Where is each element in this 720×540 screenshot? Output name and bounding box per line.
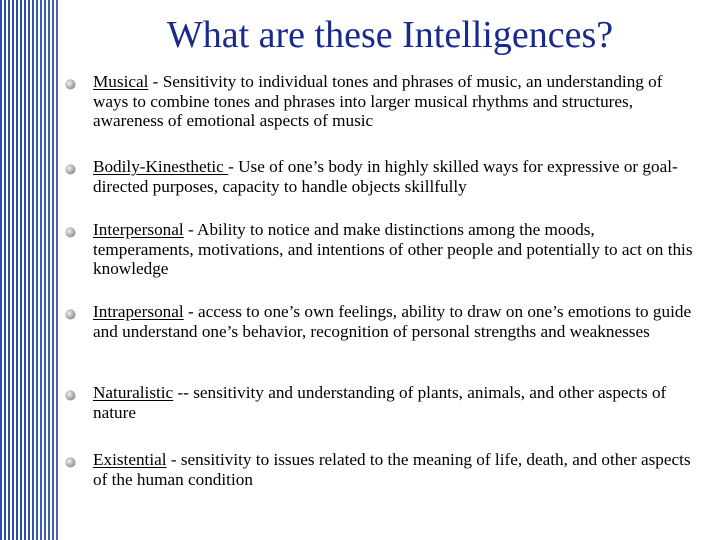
term-label: Intrapersonal bbox=[93, 302, 184, 321]
bullet-icon bbox=[66, 80, 75, 89]
list-item-text bbox=[93, 157, 693, 196]
term-description: - sensitivity to issues related to the meaning of life, death, and other aspects of the human condition bbox=[93, 450, 691, 489]
bullet-icon bbox=[66, 391, 75, 400]
term-description: - Sensitivity to individual tones and phrases of music, an understanding of ways to combine tones and phrases into larger musical rhythms and structures, awareness of emotional aspects of music bbox=[93, 72, 663, 130]
bullet-icon bbox=[66, 228, 75, 237]
term-label: Naturalistic bbox=[93, 383, 174, 402]
list-item-text bbox=[93, 450, 693, 489]
bullet-icon bbox=[66, 310, 75, 319]
term-label: Existential bbox=[93, 450, 167, 469]
list-item-text bbox=[93, 72, 693, 131]
slide-title: What are these Intelligences? bbox=[166, 14, 614, 56]
bullet-icon bbox=[66, 458, 75, 467]
term-description: - access to one’s own feelings, ability to draw on one’s emotions to guide and understand one’s behavior, recognition of personal strengths and weaknesses bbox=[93, 302, 692, 341]
term-label: Musical bbox=[93, 72, 149, 91]
list-item-text bbox=[93, 302, 693, 341]
term-description: - Use of one’s body in highly skilled ways for expressive or goal-directed purposes, capacity to handle objects skillfully bbox=[93, 157, 678, 196]
term-label: Interpersonal bbox=[93, 220, 184, 239]
term-description: -- sensitivity and understanding of plants, animals, and other aspects of nature bbox=[93, 383, 667, 422]
list-item-text bbox=[93, 220, 693, 279]
list-item-text bbox=[93, 383, 693, 422]
decorative-stripe-border bbox=[0, 0, 60, 540]
bullet-icon bbox=[66, 165, 75, 174]
term-description: - Ability to notice and make distinctions among the moods, temperaments, motivations, and intentions of other people and potentially to act on this knowledge bbox=[93, 220, 693, 278]
term-label: Bodily-Kinesthetic bbox=[93, 157, 229, 176]
